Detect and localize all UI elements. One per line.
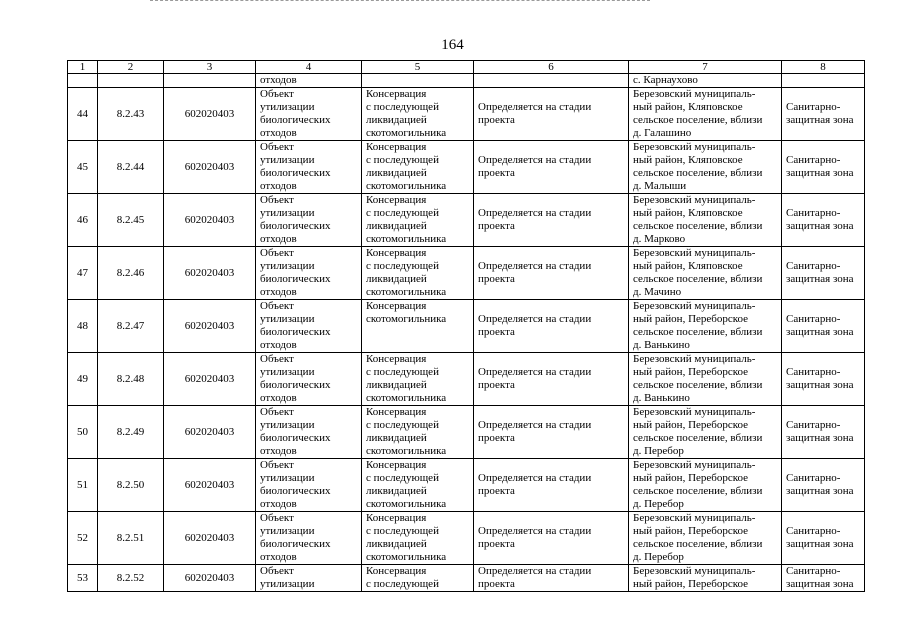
page-number: 164 [441,37,464,53]
continuation-row [68,74,865,88]
object-name-cell: Объект утилизации биологических отходов [256,247,362,300]
column-header: 5 [362,61,474,74]
classifier-code-cell: 602020403 [164,512,256,565]
column-header: 8 [782,61,865,74]
object-name-cell: Объект утилизации биологических отходов [256,300,362,353]
table-row [68,88,865,141]
column-header: 2 [98,61,164,74]
stage-cell: Определяется на стадии проекта [474,88,629,141]
object-name-cell: Объект утилизации биологических отходов [256,459,362,512]
item-code-cell: 8.2.52 [98,565,164,592]
zone-cell: Санитарно- защитная зона [782,247,865,300]
row-number-cell: 51 [68,459,98,512]
classifier-code-cell: 602020403 [164,353,256,406]
zone-cell: Санитарно- защитная зона [782,88,865,141]
zone-cell: Санитарно- защитная зона [782,459,865,512]
stage-cell: Определяется на стадии проекта [474,194,629,247]
table-row [68,247,865,300]
row-number-cell: 47 [68,247,98,300]
location-cell: Березовский муниципаль- ный район, Переборское сельское поселение, вблизи д. Перебор [629,406,782,459]
object-name-cell: Объект утилизации биологических отходов [256,406,362,459]
table-row [68,141,865,194]
item-code-cell: 8.2.51 [98,512,164,565]
object-name-cell: Объект утилизации биологических отходов [256,194,362,247]
column-header: 6 [474,61,629,74]
action-cell: Консервация с последующей ликвидацией скотомогильника [362,141,474,194]
item-code-cell: 8.2.49 [98,406,164,459]
table-row [68,459,865,512]
column-header: 4 [256,61,362,74]
zone-cell: Санитарно- защитная зона [782,353,865,406]
row-number-cell: 52 [68,512,98,565]
item-code-cell: 8.2.45 [98,194,164,247]
table-row [68,194,865,247]
stage-cell: Определяется на стадии проекта [474,459,629,512]
page-top-edge [150,0,650,2]
table-row [68,353,865,406]
action-cell: Консервация с последующей ликвидацией скотомогильника [362,406,474,459]
stage-cell: Определяется на стадии проекта [474,141,629,194]
object-name-cell: Объект утилизации биологических отходов [256,88,362,141]
column-number-header [68,61,865,74]
zone-cell: Санитарно- защитная зона [782,406,865,459]
action-cell: Консервация с последующей ликвидацией скотомогильника [362,459,474,512]
object-name-cell: Объект утилизации биологических отходов [256,141,362,194]
column-header: 3 [164,61,256,74]
column-header: 7 [629,61,782,74]
item-code-cell: 8.2.44 [98,141,164,194]
row-number-cell: 50 [68,406,98,459]
classifier-code-cell: 602020403 [164,459,256,512]
item-code-cell: 8.2.50 [98,459,164,512]
location-cell: Березовский муниципаль- ный район, Переборское [629,565,782,592]
object-name-cell: Объект утилизации биологических отходов [256,353,362,406]
zone-cell: Санитарно- защитная зона [782,194,865,247]
object-name-cell: Объект утилизации [256,565,362,592]
column-header: 1 [68,61,98,74]
row-number-cell: 53 [68,565,98,592]
classifier-code-cell: 602020403 [164,194,256,247]
location-cell: Березовский муниципаль- ный район, Переборское сельское поселение, вблизи д. Ванькино [629,353,782,406]
location-cell: Березовский муниципаль- ный район, Кляповское сельское поселение, вблизи д. Марково [629,194,782,247]
action-cell: Консервация с последующей ликвидацией скотомогильника [362,353,474,406]
location-cell: Березовский муниципаль- ный район, Кляповское сельское поселение, вблизи д. Мачино [629,247,782,300]
stage-cell: Определяется на стадии проекта [474,565,629,592]
action-cell: Консервация с последующей ликвидацией скотомогильника [362,88,474,141]
location-cell: Березовский муниципаль- ный район, Переборское сельское поселение, вблизи д. Ванькино [629,300,782,353]
object-name-cell: Объект утилизации биологических отходов [256,512,362,565]
table-row [68,300,865,353]
action-cell: Консервация с последующей [362,565,474,592]
action-cell: Консервация скотомогильника [362,300,474,353]
row-number-cell: 44 [68,88,98,141]
classifier-code-cell: 602020403 [164,247,256,300]
item-code-cell: 8.2.46 [98,247,164,300]
row-number-cell: 45 [68,141,98,194]
classifier-code-cell: 602020403 [164,565,256,592]
stage-cell: Определяется на стадии проекта [474,247,629,300]
location-cell: Березовский муниципаль- ный район, Переборское сельское поселение, вблизи д. Перебор [629,512,782,565]
zone-cell: Санитарно- защитная зона [782,512,865,565]
stage-cell: Определяется на стадии проекта [474,300,629,353]
classifier-code-cell: 602020403 [164,406,256,459]
row-number-cell: 46 [68,194,98,247]
location-cell: Березовский муниципаль- ный район, Кляповское сельское поселение, вблизи д. Галашино [629,88,782,141]
action-cell: Консервация с последующей ликвидацией скотомогильника [362,194,474,247]
stage-cell: Определяется на стадии проекта [474,406,629,459]
item-code-cell: 8.2.43 [98,88,164,141]
zone-cell: Санитарно- защитная зона [782,141,865,194]
action-cell: Консервация с последующей ликвидацией скотомогильника [362,512,474,565]
table-row [68,565,865,592]
table-row [68,406,865,459]
table-row [68,512,865,565]
location-cell: Березовский муниципаль- ный район, Кляповское сельское поселение, вблизи д. Малыши [629,141,782,194]
row-number-cell: 49 [68,353,98,406]
zone-cell: Санитарно- защитная зона [782,565,865,592]
stage-cell: Определяется на стадии проекта [474,512,629,565]
item-code-cell: 8.2.48 [98,353,164,406]
row-number-cell: 48 [68,300,98,353]
object-name-cell: отходов [256,74,362,88]
stage-cell: Определяется на стадии проекта [474,353,629,406]
classifier-code-cell: 602020403 [164,88,256,141]
classifier-code-cell: 602020403 [164,300,256,353]
zone-cell: Санитарно- защитная зона [782,300,865,353]
classifier-code-cell: 602020403 [164,141,256,194]
action-cell: Консервация с последующей ликвидацией скотомогильника [362,247,474,300]
location-cell: с. Карнаухово [629,74,782,88]
location-cell: Березовский муниципаль- ный район, Переборское сельское поселение, вблизи д. Перебор [629,459,782,512]
item-code-cell: 8.2.47 [98,300,164,353]
registry-table [67,60,865,592]
